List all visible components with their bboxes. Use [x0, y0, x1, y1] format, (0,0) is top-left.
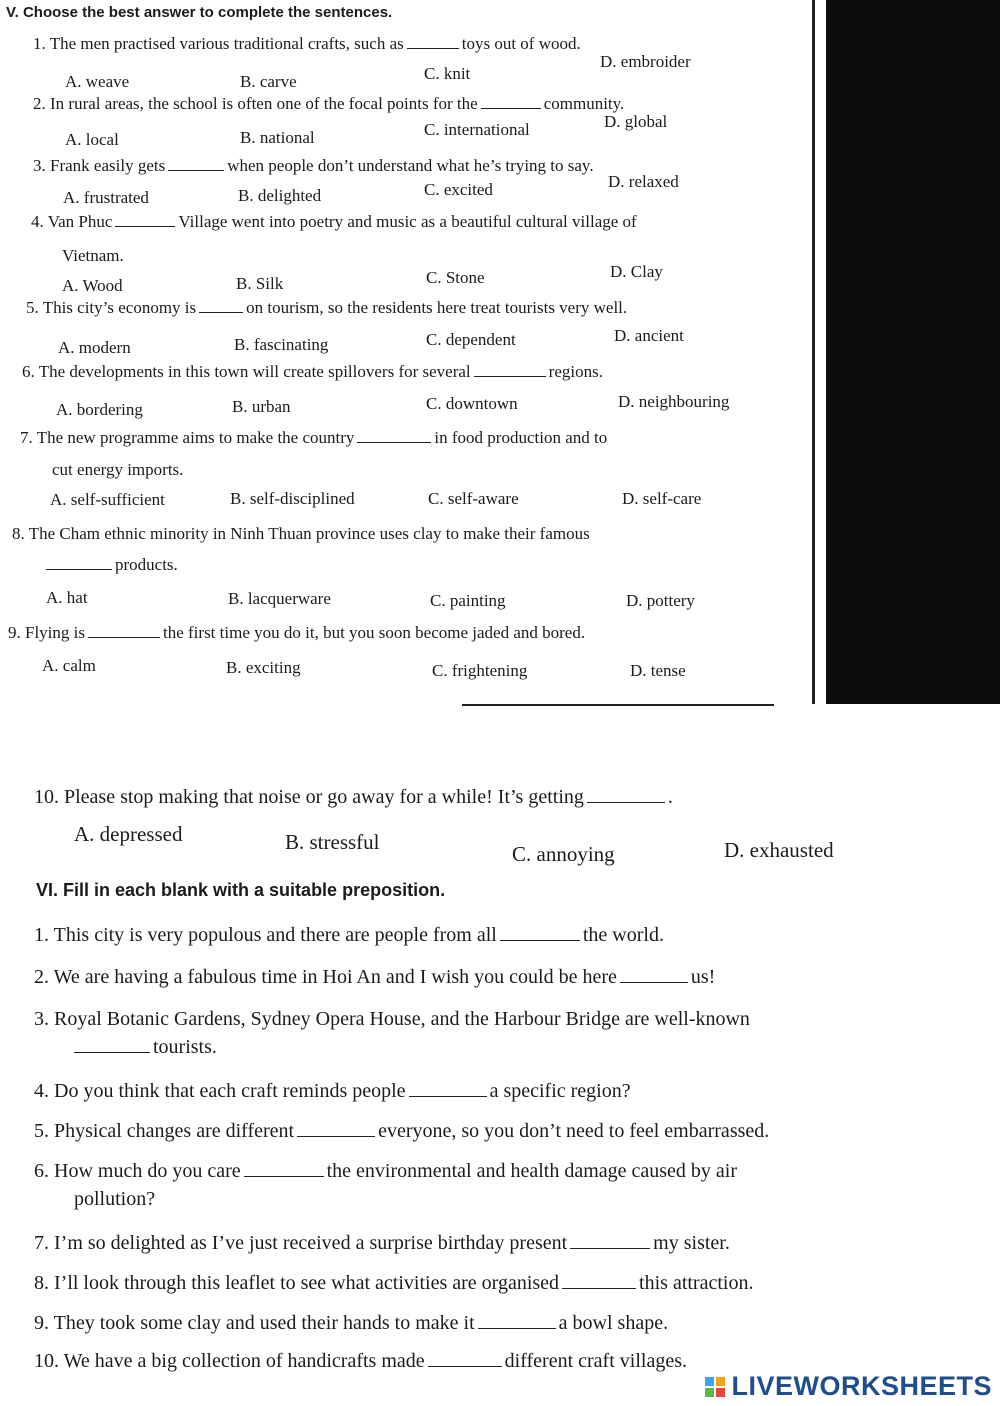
item-text-end: the world. [582, 924, 664, 946]
option-b[interactable]: B. exciting [226, 658, 301, 677]
item-text-end: different craft villages. [504, 1350, 687, 1372]
option-d[interactable]: D. exhausted [724, 838, 834, 862]
question-8-continued [46, 555, 178, 575]
question-text-end: when people don’t understand what he’s trying to say. [227, 156, 594, 175]
option-d[interactable]: D. tense [630, 661, 686, 680]
option-c[interactable]: C. frightening [432, 661, 528, 680]
fill-item-3-continued [74, 1036, 217, 1059]
question-7 [20, 428, 607, 448]
question-text-end: the first time you do it, but you soon become jaded and bored. [163, 623, 586, 642]
item-text-end: the environmental and health damage caused by air [326, 1160, 738, 1182]
page-divider-line [462, 704, 774, 706]
question-2 [33, 94, 624, 114]
item-text-end: this attraction. [639, 1272, 754, 1294]
question-1 [33, 34, 581, 54]
answer-blank[interactable] [478, 1314, 556, 1329]
answer-blank[interactable] [570, 1234, 650, 1249]
item-text-end: my sister. [653, 1232, 730, 1254]
answer-blank[interactable] [46, 555, 112, 570]
item-text: 1. This city is very populous and there are people from all [34, 924, 497, 946]
option-a[interactable]: A. bordering [56, 400, 143, 419]
question-6 [22, 362, 603, 382]
option-d[interactable]: D. ancient [614, 326, 684, 345]
option-b[interactable]: B. urban [232, 397, 291, 416]
option-a[interactable]: A. weave [65, 72, 130, 91]
option-d[interactable]: D. self-care [622, 489, 702, 508]
question-text-end: in food production and to [434, 428, 608, 447]
option-a[interactable]: A. hat [46, 588, 88, 607]
answer-blank[interactable] [481, 94, 541, 109]
item-text-end: tourists. [153, 1036, 217, 1058]
question-text-end: toys out of wood. [461, 34, 581, 53]
question-text-end: community. [543, 94, 625, 113]
option-d[interactable]: D. relaxed [608, 172, 679, 191]
option-b[interactable]: B. stressful [285, 830, 380, 854]
question-text: 3. Frank easily gets [33, 156, 166, 175]
answer-blank[interactable] [74, 1038, 150, 1053]
answer-blank[interactable] [244, 1162, 324, 1177]
option-c[interactable]: C. dependent [426, 330, 516, 349]
fill-item-10 [34, 1350, 687, 1373]
fill-item-8 [34, 1272, 753, 1295]
option-b[interactable]: B. lacquerware [228, 589, 331, 608]
option-c[interactable]: C. knit [424, 64, 471, 83]
item-text: 10. We have a big collection of handicrafts made [34, 1350, 425, 1372]
fill-item-4 [34, 1080, 631, 1103]
answer-blank[interactable] [168, 156, 224, 171]
item-text-end: us! [690, 966, 716, 988]
fill-item-6-continued: pollution? [74, 1188, 156, 1210]
answer-blank[interactable] [199, 298, 243, 313]
scan-edge-line [812, 0, 815, 704]
option-a[interactable]: A. frustrated [63, 188, 149, 207]
option-c[interactable]: C. annoying [512, 842, 615, 866]
question-text: 10. Please stop making that noise or go away for a while! It’s getting [34, 786, 584, 808]
question-10 [34, 786, 673, 809]
item-text: 5. Physical changes are different [34, 1120, 295, 1142]
question-text-end: products. [115, 555, 178, 574]
option-c[interactable]: C. self-aware [428, 489, 519, 508]
answer-blank[interactable] [620, 968, 688, 983]
option-c[interactable]: C. downtown [426, 394, 518, 413]
option-a[interactable]: A. modern [58, 338, 131, 357]
answer-blank[interactable] [115, 212, 175, 227]
liveworksheets-logo-text: LIVEWORKSHEETS [731, 1371, 992, 1401]
option-d[interactable]: D. global [604, 112, 668, 131]
answer-blank[interactable] [474, 362, 546, 377]
item-text: 4. Do you think that each craft reminds people [34, 1080, 406, 1102]
question-text: 4. Van Phuc [31, 212, 113, 231]
fill-item-9 [34, 1312, 668, 1335]
option-d[interactable]: D. neighbouring [618, 392, 730, 411]
option-b[interactable]: B. Silk [236, 274, 284, 293]
answer-blank[interactable] [500, 926, 580, 941]
option-b[interactable]: B. fascinating [234, 335, 329, 354]
question-7-continued: cut energy imports. [52, 460, 184, 479]
answer-blank[interactable] [407, 34, 459, 49]
item-text: 2. We are having a fabulous time in Hoi An and I wish you could be here [34, 966, 617, 988]
section-6-heading: VI. Fill in each blank with a suitable preposition. [36, 880, 446, 900]
liveworksheets-watermark [705, 1371, 992, 1402]
question-text: 2. In rural areas, the school is often one of the focal points for the [33, 94, 478, 113]
item-text: 6. How much do you care [34, 1160, 241, 1182]
question-text: 1. The men practised various traditional crafts, such as [33, 34, 404, 53]
question-text-end: . [667, 786, 673, 808]
answer-blank[interactable] [357, 428, 431, 443]
item-text: 7. I’m so delighted as I’ve just received a surprise birthday present [34, 1232, 568, 1254]
question-text-end: regions. [548, 362, 603, 381]
question-text: 6. The developments in this town will create spillovers for several [22, 362, 471, 381]
answer-blank[interactable] [428, 1352, 502, 1367]
fill-item-1 [34, 924, 664, 947]
fill-item-2 [34, 966, 715, 989]
option-a[interactable]: A. local [65, 130, 119, 149]
scan-edge-dark [826, 0, 1000, 704]
section-5-heading: V. Choose the best answer to complete the sentences. [6, 4, 393, 21]
fill-item-5 [34, 1120, 769, 1143]
fill-item-3: 3. Royal Botanic Gardens, Sydney Opera House, and the Harbour Bridge are well-known [34, 1008, 750, 1030]
question-4-continued: Vietnam. [62, 246, 124, 265]
option-a[interactable]: A. Wood [62, 276, 123, 295]
option-c[interactable]: C. painting [430, 591, 506, 610]
option-d[interactable]: D. pottery [626, 591, 695, 610]
question-4 [31, 212, 637, 232]
item-text: 8. I’ll look through this leaflet to see what activities are organised [34, 1272, 560, 1294]
option-b[interactable]: B. national [240, 128, 315, 147]
question-8: 8. The Cham ethnic minority in Ninh Thuan province uses clay to make their famous [12, 524, 590, 543]
item-text-end: a bowl shape. [558, 1312, 669, 1334]
option-c[interactable]: C. Stone [426, 268, 485, 287]
option-a[interactable]: A. depressed [74, 822, 183, 846]
answer-blank[interactable] [587, 788, 665, 803]
question-text: 9. Flying is [8, 623, 85, 642]
option-a[interactable]: A. self-sufficient [50, 490, 165, 509]
item-text: 9. They took some clay and used their hands to make it [34, 1312, 475, 1334]
item-text-end: a specific region? [489, 1080, 631, 1102]
question-5 [26, 298, 627, 318]
fill-item-7 [34, 1232, 730, 1255]
question-text-end: Village went into poetry and music as a beautiful cultural village of [178, 212, 637, 231]
answer-blank[interactable] [562, 1274, 636, 1289]
answer-blank[interactable] [297, 1122, 375, 1137]
option-c[interactable]: C. international [424, 120, 530, 139]
option-b[interactable]: B. carve [240, 72, 297, 91]
option-b[interactable]: B. delighted [238, 186, 322, 205]
question-3 [33, 156, 594, 176]
option-d[interactable]: D. Clay [610, 262, 663, 281]
question-text: 7. The new programme aims to make the country [20, 428, 355, 447]
item-text-end: everyone, so you don’t need to feel embarrassed. [378, 1120, 770, 1142]
option-b[interactable]: B. self-disciplined [230, 489, 355, 508]
answer-blank[interactable] [409, 1082, 487, 1097]
question-9 [8, 623, 585, 643]
option-a[interactable]: A. calm [42, 656, 96, 675]
option-d[interactable]: D. embroider [600, 52, 691, 71]
question-text: 5. This city’s economy is [26, 298, 197, 317]
liveworksheets-logo-icon [705, 1377, 725, 1397]
question-text-end: on tourism, so the residents here treat tourists very well. [246, 298, 628, 317]
option-c[interactable]: C. excited [424, 180, 493, 199]
fill-item-6 [34, 1160, 737, 1183]
answer-blank[interactable] [88, 623, 160, 638]
